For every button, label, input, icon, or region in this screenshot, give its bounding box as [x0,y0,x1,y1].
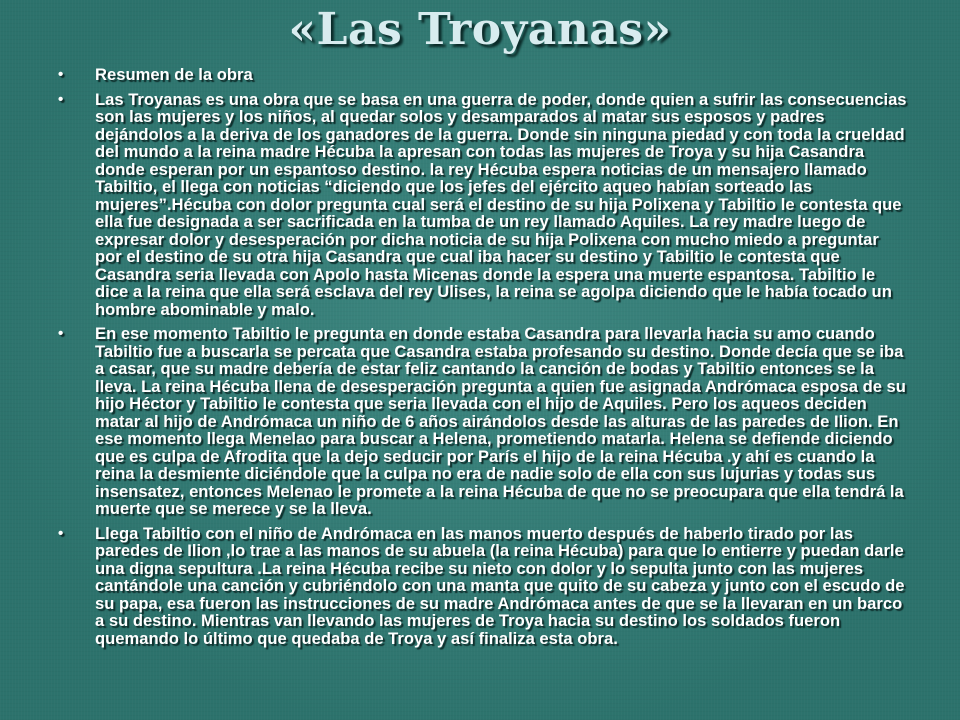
bullet-item [58,66,908,84]
bullet-icon: • [58,90,64,108]
bullet-list [58,66,908,654]
bullet-item [58,325,908,518]
bullet-icon: • [58,325,64,342]
bullet-text: Resumen de la obra [95,65,253,84]
bullet-icon: • [58,66,64,83]
bullet-text: En ese momento Tabiltio le pregunta en donde estaba Casandra para llevarla hacia su amo cuando Tabiltio fue a buscarla se percata que Casandra estaba profesando su destino. Donde decía que se iba a casar, que su madre debería de estar feliz cantando la canción de bodas y Tabiltio entonces se la lleva. La reina Hécuba llena de desesperación pregunta a quien fue asignada Andrómaca esposa de su hijo Héctor y Tabiltio le contesta que seria llevada con el hijo de Aquiles. Pero los aqueos deciden matar al hijo de Andrómaca un niño de 6 años airándolos desde las alturas de las paredes de Ilion. En ese momento llega Menelao para buscar a Helena, prometiendo matarla. Helena se defiende diciendo que es culpa de Afrodita que la dejo seducir por París el hijo de la reina Hécuba .y ahí es cuando la reina la desmiente diciéndole que la culpa no era de nadie solo de ella con sus lujurias y todas sus insensatez, entonces Melenao le promete a la reina Hécuba de que no se preocupara que ella tendrá la muerte que se merece y se la lleva. [95,324,906,518]
bullet-text: Llega Tabiltio con el niño de Andrómaca en las manos muerto después de haberlo tirado por las paredes de Ilion ,lo trae a las manos de su abuela (la reina Hécuba) para que lo entierre y puedan darle una digna sepultura .La reina Hécuba recibe su nieto con dolor y lo sepulta junto con las mujeres cantándole una canción y cubriéndolo con una manta que quito de su cabeza y junto con el escudo de su papa, esa fueron las instrucciones de su madre Andrómaca antes de que se la llevaran en un barco a su destino. Mientras van llevando las mujeres de Troya hacia su destino los soldados fueron quemando lo último que quedaba de Troya y así finaliza esta obra. [95,523,905,648]
slide-title: «Las Troyanas» [288,4,672,55]
bullet-item [58,91,908,319]
bullet-icon: • [58,524,64,542]
bullet-text: Las Troyanas es una obra que se basa en una guerra de poder, donde quien a sufrir las consecuencias son las mujeres y los niños, al quedar solos y desamparados al matar sus esposos y padres dejándolos a la deriva de los ganadores de la guerra. Donde sin ninguna piedad y con toda la crueldad del mundo a la reina madre Hécuba la apresan con todas las mujeres de Troya y su hija Casandra donde esperan por un espantoso destino. la rey Hécuba espera noticias de un mensajero llamado Tabiltio, el llega con noticias “diciendo que los jefes del ejército aqueo habían sorteado las mujeres”.Hécuba con dolor pregunta cual será el destino de su hija Polixena y Tabiltio le contesta que ella fue designada a ser sacrificada en la tumba de un rey llamado Aquiles. La rey madre luego de expresar dolor y desesperación por dicha noticia de su hija Polixena con mucho miedo a preguntar por el destino de su otra hija Casandra que cual iba hacer su destino y Tabiltio le contesta que Casandra seria llevada con Apolo hasta Micenas donde la espera una muerte espantosa. Tabiltio le dice a la reina que ella será esclava del rey Ulises, la reina se agolpa diciendo que le había tocado un hombre abominable y malo. [95,89,907,319]
bullet-item [58,525,908,648]
